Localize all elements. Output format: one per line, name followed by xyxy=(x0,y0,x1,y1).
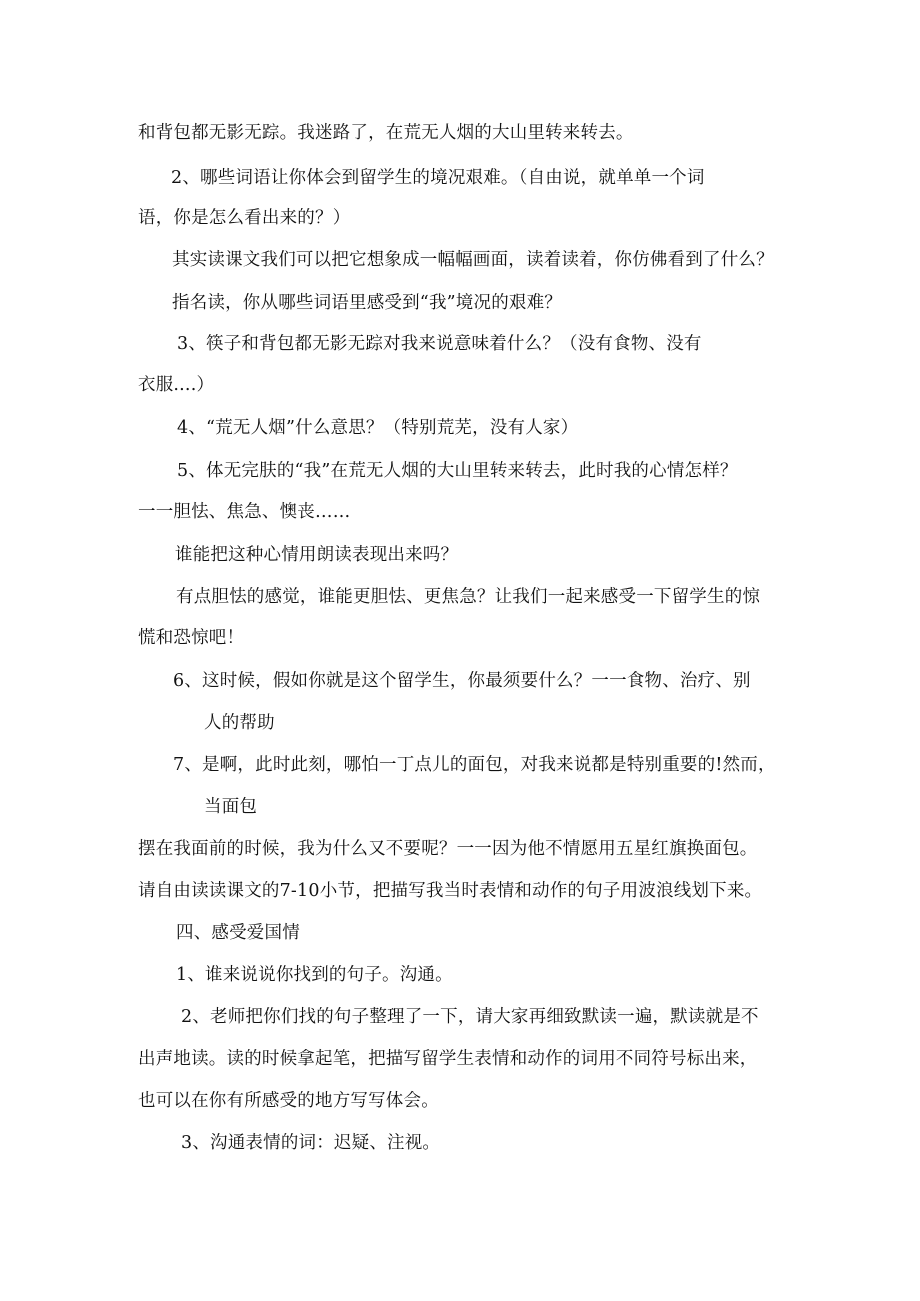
text-line: 摆在我面前的时候，我为什么又不要呢？一一因为他不情愿用五星红旗换面包。 xyxy=(138,839,758,859)
text-line: 一一胆怯、焦急、懊丧…… xyxy=(138,502,351,522)
text-line: 请自由读读课文的7-10小节，把描写我当时表情和动作的句子用波浪线划下来。 xyxy=(138,881,763,901)
text-line: 慌和恐惊吧！ xyxy=(138,628,245,648)
text-line: 7、是啊，此时此刻，哪怕一丁点儿的面包，对我来说都是特别重要的!然而， xyxy=(173,755,776,775)
text-line: 衣服....） xyxy=(138,375,215,395)
text-line: 2、哪些词语让你体会到留学生的境况艰难。（自由说，就单单一个词 xyxy=(171,168,705,188)
text-line: 当面包 xyxy=(204,797,258,817)
text-line: 1、谁来说说你找到的句子。沟通。 xyxy=(176,965,453,985)
text-line: 人的帮助 xyxy=(204,713,275,733)
text-line: 6、这时候，假如你就是这个留学生，你最须要什么？一一食物、治疗、别 xyxy=(173,671,751,691)
text-line: 和背包都无影无踪。我迷路了，在荒无人烟的大山里转来转去。 xyxy=(138,123,634,143)
text-line: 3、筷子和背包都无影无踪对我来说意味着什么？（没有食物、没有 xyxy=(177,334,702,354)
text-line: 其实读课文我们可以把它想象成一幅幅画面，读着读着，你仿佛看到了什么？ xyxy=(172,250,774,270)
text-line: 出声地读。读的时候拿起笔，把描写留学生表情和动作的词用不同符号标出来， xyxy=(138,1049,758,1069)
text-line: 2、老师把你们找的句子整理了一下，请大家再细致默读一遍，默读就是不 xyxy=(181,1007,759,1027)
text-line: 5、体无完肤的“我”在荒无人烟的大山里转来转去，此时我的心情怎样？ xyxy=(177,461,738,481)
text-line: 4、“荒无人烟”什么意思？（特别荒芜，没有人家） xyxy=(177,418,579,438)
text-line: 有点胆怯的感觉，谁能更胆怯、更焦急？让我们一起来感受一下留学生的惊 xyxy=(176,587,761,607)
section-heading: 四、感受爱国情 xyxy=(176,923,300,943)
text-line: 语，你是怎么看出来的？） xyxy=(138,208,351,228)
text-line: 谁能把这种心情用朗读表现出来吗？ xyxy=(175,545,459,565)
text-line: 指名读，你从哪些词语里感受到“我”境况的艰难？ xyxy=(172,293,562,313)
text-line: 3、沟通表情的词：迟疑、注视。 xyxy=(181,1133,441,1153)
text-line: 也可以在你有所感受的地方写写体会。 xyxy=(138,1091,439,1111)
